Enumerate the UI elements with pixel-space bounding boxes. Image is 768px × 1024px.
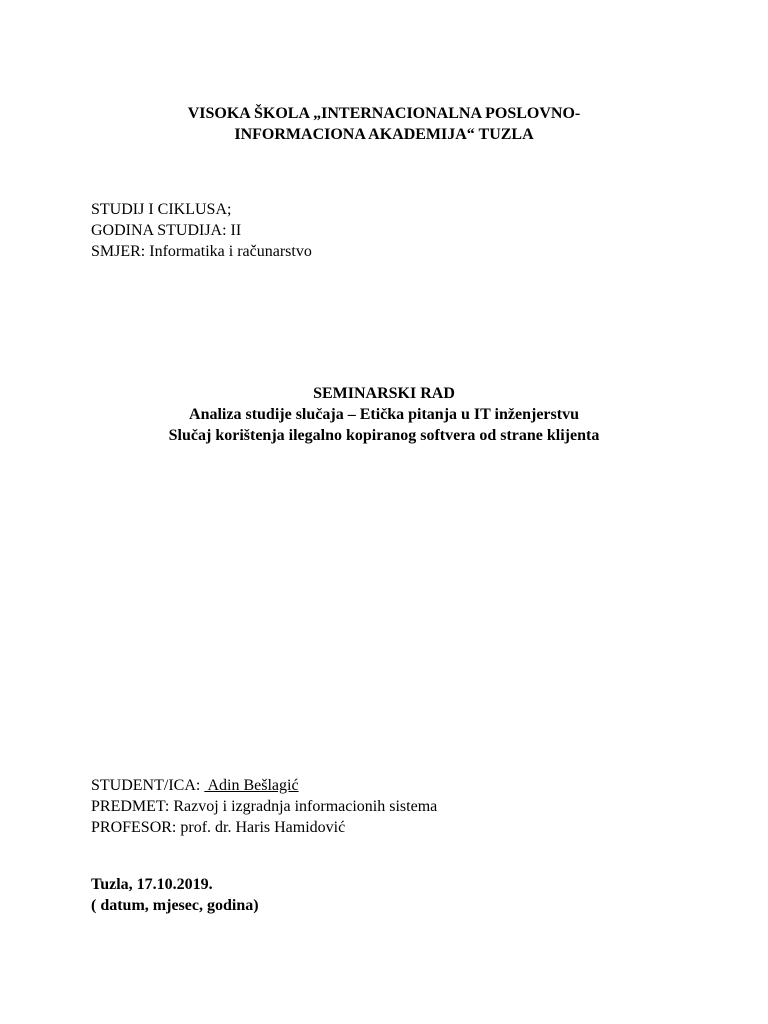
seminar-subtitle: Slučaj korištenja ilegalno kopiranog softvera od strane klijenta bbox=[168, 427, 600, 444]
study-cycle: STUDIJ I CIKLUSA; bbox=[91, 201, 232, 218]
seminar-type: SEMINARSKI RAD bbox=[313, 385, 455, 402]
student-label: STUDENT/ICA: bbox=[91, 777, 205, 794]
study-info bbox=[91, 199, 731, 262]
professor-line: PROFESOR: prof. dr. Haris Hamidović bbox=[91, 819, 346, 836]
seminar-title-block bbox=[0, 383, 768, 446]
date-block bbox=[91, 874, 731, 916]
student-name: Adin Bešlagić bbox=[204, 777, 299, 794]
place-date: Tuzla, 17.10.2019. bbox=[91, 876, 213, 893]
subject-line: PREDMET: Razvoj i izgradnja informacionih sistema bbox=[91, 798, 438, 815]
institution-header bbox=[0, 103, 768, 145]
people-info bbox=[91, 775, 731, 838]
date-format-hint: ( datum, mjesec, godina) bbox=[91, 897, 259, 914]
study-track: SMJER: Informatika i računarstvo bbox=[91, 243, 312, 260]
seminar-title: Analiza studije slučaja – Etička pitanja u IT inženjerstvu bbox=[189, 406, 579, 423]
study-year: GODINA STUDIJA: II bbox=[91, 222, 242, 239]
institution-line-2: INFORMACIONA AKADEMIJA“ TUZLA bbox=[234, 126, 534, 143]
institution-line-1: VISOKA ŠKOLA „INTERNACIONALNA POSLOVNO- bbox=[187, 105, 581, 122]
student-line bbox=[91, 775, 731, 796]
